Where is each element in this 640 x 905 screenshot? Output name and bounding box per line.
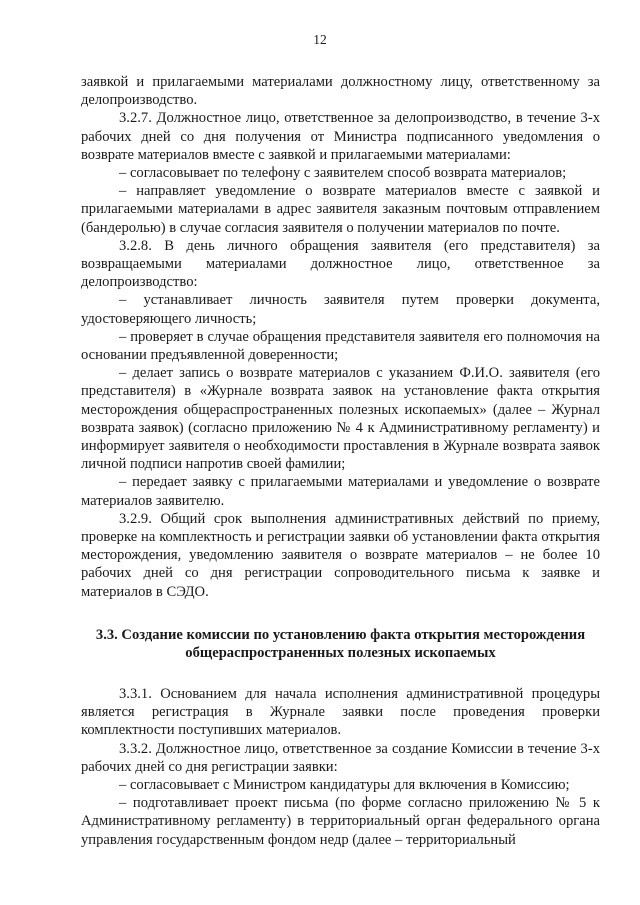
body-text [81, 73, 600, 849]
paragraph: 3.3.2. Должностное лицо, ответственное за создание Комиссии в течение 3-х рабочих дней со дня регистрации заявки: [81, 740, 600, 775]
list-item: – согласовывает по телефону с заявителем способ возврата материалов; [119, 165, 567, 182]
page-number: 12 [313, 32, 327, 47]
paragraph: заявкой и прилагаемыми материалами должностному лицу, ответственному за делопроизводство. [81, 74, 600, 109]
list-item: – делает запись о возврате материалов с указанием Ф.И.О. заявителя (его представителя) в «Журнале возврата заявок на установление факта открытия месторождения общераспространенных полезных ископаемых» (далее – Журнал возврата заявок) (согласно приложению № 4 к Административному регламенту) и информирует заявителя о необходимости проставления в Журнале возврата заявок личной подписи напротив своей фамилии; [81, 365, 600, 473]
list-item: – устанавливает личность заявителя путем проверки документа, удостоверяющего личность; [81, 292, 600, 327]
section-heading [81, 626, 600, 663]
list-item: – согласовывает с Министром кандидатуры для включения в Комиссию; [119, 776, 570, 793]
list-item: – передает заявку с прилагаемыми материалами и уведомление о возврате материалов заявителю. [81, 474, 600, 509]
section-heading-line-1: 3.3. Создание комиссии по установлению факта открытия месторождения [95, 626, 586, 643]
paragraph: 3.2.8. В день личного обращения заявителя (его представителя) за возвращаемыми материалами должностное лицо, ответственное за делопроизводство: [81, 237, 600, 291]
list-item: – проверяет в случае обращения представителя заявителя его полномочия на основании предъявленной доверенности; [81, 328, 600, 364]
list-item: – направляет уведомление о возврате материалов вместе с заявкой и прилагаемыми материалами в адрес заявителя заказным почтовым отправлением (бандеролью) в случае согласия заявителя о получении материалов по почте. [81, 183, 600, 236]
paragraph: 3.2.7. Должностное лицо, ответственное за делопроизводство, в течение 3-х рабочих дней со дня получения от Министра подписанного уведомления о возврате материалов вместе с заявкой и прилагаемыми материалами: [81, 110, 600, 163]
section-heading-line-2: общераспространенных полезных ископаемых [185, 645, 496, 662]
paragraph: 3.3.1. Основанием для начала исполнения административной процедуры является регистрация в Журнале заявки после проведения проверки комплектности поступивших материалов. [81, 685, 600, 739]
list-item: – подготавливает проект письма (по форме согласно приложению № 5 к Административному регламенту) в территориальный орган федерального органа управления государственным фондом недр (далее – территориальный [81, 795, 600, 848]
paragraph: 3.2.9. Общий срок выполнения административных действий по приему, проверке на комплектность и регистрации заявки об установлении факта открытия месторождения, уведомлению заявителя о возврате материалов – не более 10 рабочих дней со дня регистрации сопроводительного письма к заявке и материалов в СЭДО. [81, 510, 600, 600]
